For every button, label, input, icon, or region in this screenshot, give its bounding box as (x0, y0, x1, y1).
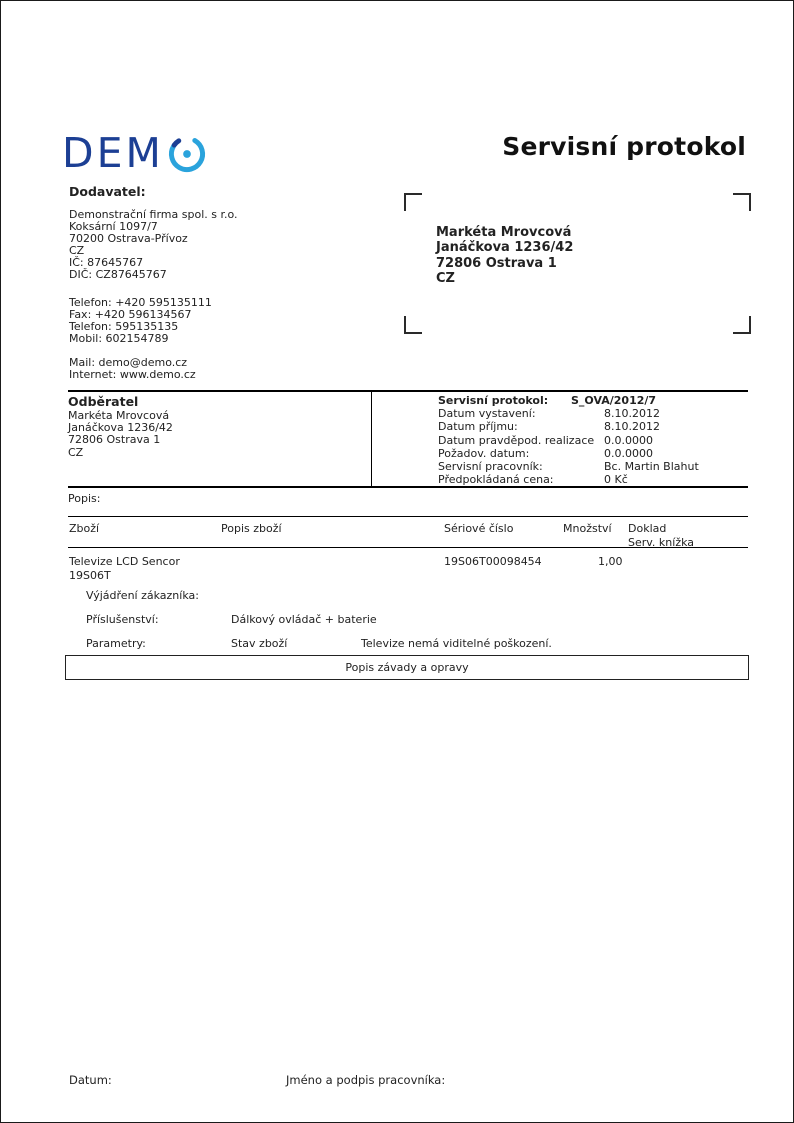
protocol-row (438, 420, 748, 433)
item-name-line: 19S06T (69, 568, 111, 582)
protocol-row-label: Požadov. datum: (438, 446, 530, 460)
customer-heading: Odběratel (68, 394, 139, 409)
protocol-row-value: 8.10.2012 (604, 407, 660, 421)
protocol-row (438, 434, 748, 447)
protocol-row-label: Datum příjmu: (438, 420, 518, 434)
item-name-line: Televize LCD Sencor (69, 555, 180, 568)
supplier-heading: Dodavatel: (69, 184, 146, 199)
customer-line: Janáčkova 1236/42 (68, 421, 173, 435)
supplier-phone-line: Telefon: +420 595135111 (69, 296, 212, 309)
col-header-document: Doklad (628, 522, 667, 535)
protocol-row-value: Bc. Martin Blahut (604, 460, 699, 474)
supplier-web-line: Internet: www.demo.cz (69, 368, 196, 382)
customer-protocol-section (68, 390, 748, 488)
protocol-row-label: Servisní pracovník: (438, 460, 543, 474)
supplier-line: Koksární 1097/7 (69, 220, 158, 234)
signature-label: Jméno a podpis pracovníka: (286, 1073, 446, 1087)
protocol-cell (371, 392, 748, 486)
customer-line: Markéta Mrovcová (68, 409, 170, 422)
detail-label: Parametry: (86, 637, 146, 650)
description-row (68, 486, 748, 517)
protocol-row-value: 8.10.2012 (604, 420, 660, 434)
detail-value: Stav zboží (231, 637, 288, 650)
customer-line: CZ (68, 445, 84, 459)
address-window-corner-top-right (733, 193, 751, 211)
col-header-quantity: Množství (563, 522, 612, 535)
logo-text: DEM (62, 129, 164, 177)
supplier-mail-line: Mail: demo@demo.cz (69, 356, 188, 369)
supplier-address-block (69, 209, 238, 282)
protocol-row (438, 473, 748, 486)
company-logo (62, 130, 209, 176)
address-window-corner-bottom-left (404, 316, 422, 334)
supplier-phone-line: Mobil: 602154789 (69, 332, 169, 346)
recipient-line: 72806 Ostrava 1 (436, 255, 557, 271)
address-window-corner-top-left (404, 193, 422, 211)
protocol-label: Servisní protokol: (438, 394, 549, 407)
recipient-address (436, 225, 573, 286)
customer-cell (68, 392, 371, 486)
date-label: Datum: (69, 1073, 112, 1087)
col-header-service-book: Serv. knížka (628, 536, 695, 549)
protocol-row-value: 0.0.0000 (604, 446, 653, 460)
protocol-row-label: Datum vystavení: (438, 407, 536, 421)
supplier-phone-line: Telefon: 595135135 (69, 320, 179, 334)
item-quantity: 1,00 (598, 555, 623, 568)
protocol-row-value: 0 Kč (604, 473, 628, 487)
col-header-serial-number: Sériové číslo (444, 522, 514, 535)
col-header-goods-description: Popis zboží (221, 522, 282, 535)
recipient-line: Janáčkova 1236/42 (436, 240, 574, 256)
detail-label: Výjádření zákazníka: (86, 589, 199, 602)
supplier-line: 70200 Ostrava-Přívoz (69, 232, 188, 246)
recipient-line: Markéta Mrovcová (436, 225, 572, 240)
protocol-row (438, 447, 748, 460)
protocol-row (438, 460, 748, 473)
protocol-row (438, 407, 748, 420)
item-name (69, 555, 180, 582)
recipient-line: CZ (436, 270, 455, 286)
supplier-phones-block (69, 297, 212, 345)
address-window-corner-bottom-right (733, 316, 751, 334)
supplier-line: DIČ: CZ87645767 (69, 268, 167, 282)
detail-value: Dálkový ovládač + baterie (231, 613, 377, 626)
customer-address (68, 410, 371, 459)
supplier-phone-line: Fax: +420 596134567 (69, 308, 192, 322)
repair-box-label: Popis závady a opravy (345, 661, 469, 674)
protocol-row-label: Předpokládaná cena: (438, 473, 554, 487)
supplier-online-block (69, 357, 196, 381)
detail-value-2: Televize nemá viditelné poškození. (361, 637, 552, 650)
protocol-row-label: Datum pravděpod. realizace (438, 433, 595, 447)
page-title: Servisní protokol (502, 132, 746, 161)
customer-line: 72806 Ostrava 1 (68, 433, 161, 447)
supplier-line: Demonstrační firma spol. s r.o. (69, 208, 238, 221)
item-serial-number: 19S06T00098454 (444, 555, 542, 568)
items-table-header (68, 517, 748, 548)
protocol-row-value: 0.0.0000 (604, 433, 653, 447)
description-label: Popis: (68, 492, 101, 505)
detail-label: Příslušenství: (86, 613, 159, 626)
supplier-line: CZ (69, 244, 85, 258)
demo-circle-icon (165, 132, 209, 176)
col-header-goods: Zboží (69, 522, 100, 535)
protocol-number-row (438, 394, 748, 407)
supplier-line: IČ: 87645767 (69, 256, 144, 270)
protocol-number: S_OVA/2012/7 (571, 394, 657, 407)
repair-description-box (65, 655, 749, 680)
